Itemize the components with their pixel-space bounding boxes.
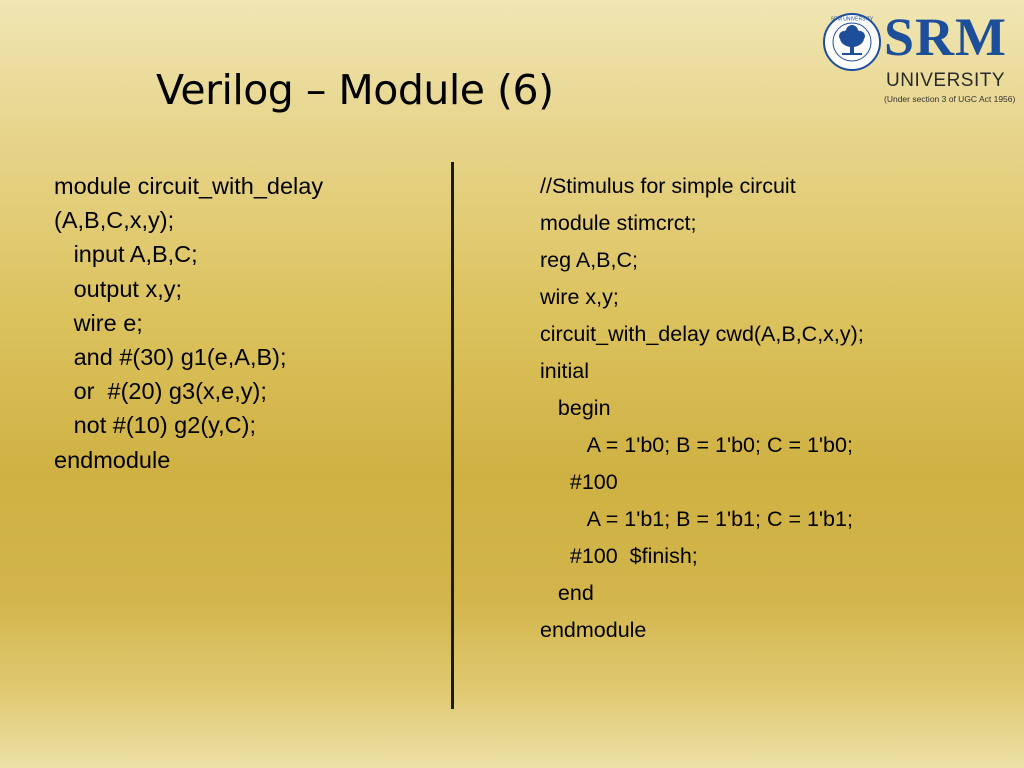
code-line: endmodule xyxy=(54,446,171,473)
code-line: initial xyxy=(540,359,589,383)
logo-subtitle: UNIVERSITY xyxy=(886,70,1006,91)
code-line: or #(20) g3(x,e,y); xyxy=(54,378,267,405)
code-line: output x,y; xyxy=(54,275,183,302)
right-code-block xyxy=(540,168,864,649)
code-line: end xyxy=(540,581,594,605)
srm-university-logo xyxy=(822,7,1016,108)
code-line: begin xyxy=(540,396,611,420)
code-line: (A,B,C,x,y); xyxy=(54,207,175,234)
slide-title: Verilog – Module (6) xyxy=(156,66,554,114)
logo-note: (Under section 3 of UGC Act 1956) xyxy=(884,94,1016,104)
left-code-block xyxy=(54,169,323,477)
logo-name: SRM xyxy=(884,7,1007,67)
university-seal-icon xyxy=(822,12,882,72)
code-line: not #(10) g2(y,C); xyxy=(54,412,256,439)
code-line: input A,B,C; xyxy=(54,241,198,268)
code-line: module stimcrct; xyxy=(540,211,697,235)
code-line: circuit_with_delay cwd(A,B,C,x,y); xyxy=(540,322,864,346)
code-line: module circuit_with_delay xyxy=(54,173,324,199)
code-line: A = 1'b1; B = 1'b1; C = 1'b1; xyxy=(540,507,853,531)
code-line: A = 1'b0; B = 1'b0; C = 1'b0; xyxy=(540,433,853,457)
code-line: reg A,B,C; xyxy=(540,248,638,272)
code-line: wire e; xyxy=(54,309,143,336)
code-line: #100 xyxy=(540,470,618,494)
code-line: and #(30) g1(e,A,B); xyxy=(54,344,287,371)
code-line: wire x,y; xyxy=(540,285,619,309)
code-line: #100 $finish; xyxy=(540,544,698,568)
code-line: endmodule xyxy=(540,618,647,642)
column-divider xyxy=(451,162,454,709)
seal-text: SRM UNIVERSITY xyxy=(830,16,874,23)
code-line: //Stimulus for simple circuit xyxy=(540,174,796,198)
